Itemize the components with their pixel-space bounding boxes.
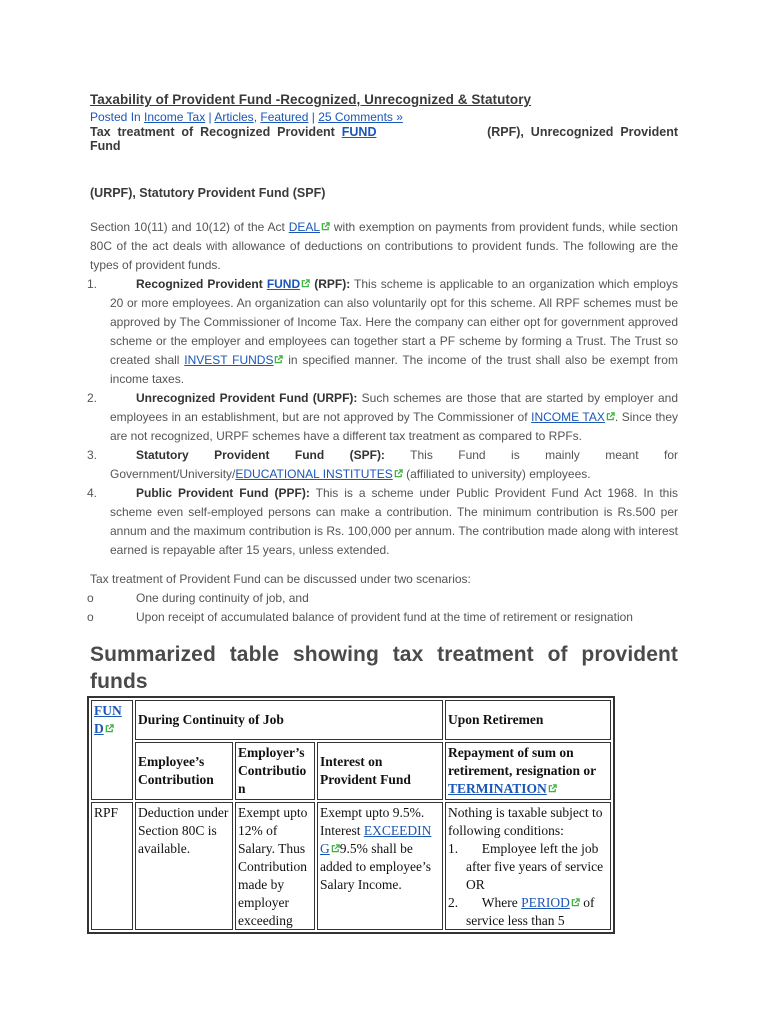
article-title: Taxability of Provident Fund -Recognized, Unrecognized & Statutory: [90, 92, 532, 107]
header-employer-contribution: Employer’s Contributio n: [235, 742, 315, 800]
deal-link[interactable]: DEAL: [288, 220, 321, 234]
list-item: 1. Recognized Provident FUND (RPF): This scheme is applicable to an organization which employs 20 or more employees. An organization can also voluntarily opt for this scheme. All RPF schemes must be approved by The Commissioner of Income Tax. Here the company can either opt for government approved scheme or the employer and employees can together start a PF scheme by forming a Trust. The Trust so created shall INVEST FUNDS in specified manner. The income of the trust shall also be exempt from income taxes.: [87, 277, 678, 386]
header-employee-contribution: Employee’s Contribution: [135, 742, 233, 800]
cell-upon-retirement: Nothing is taxable subject to following conditions: 1. Employee left the job after five years of service OR 2. Where PERIOD of service less than 5: [445, 802, 611, 930]
scenarios-intro: Tax treatment of Provident Fund can be discussed under two scenarios:: [90, 572, 471, 586]
list-item: 4. Public Provident Fund (PPF): This is a scheme under Public Provident Fund Act 1968. In this scheme even self-employed persons can make a contribution. The minimum contribution is Rs.500 per annum and the maximum contribution is Rs. 100,000 per annum. The contribution made along with interest earned is repayable after 15 years, unless extended.: [87, 486, 678, 557]
list-item: 3. Statutory Provident Fund (SPF): This Fund is mainly meant for Government/University/EDUCATIONAL INSTITUTES (affiliated to university) employees.: [87, 448, 678, 481]
external-link-icon: [321, 222, 330, 231]
summary-heading: Summarized table showing tax treatment of provident funds: [90, 643, 678, 693]
header-during-continuity: During Continuity of Job: [135, 700, 443, 740]
cell-employer: Exempt upto 12% of Salary. Thus Contribution made by employer exceeding: [235, 802, 315, 930]
intro-paragraph: Section 10(11) and 10(12) of the Act DEAL with exemption on payments from provident funds, while section 80C of the act deals with allowance of deductions on contributions to provident funds. The following are the types of provident funds.: [90, 220, 678, 272]
invest-funds-link[interactable]: INVEST FUNDS: [184, 353, 274, 367]
header-upon-retirement: Upon Retiremen: [445, 700, 611, 740]
intro-line-1: Tax treatment of Recognized Provident FUND (RPF), Unrecognized Provident Fund: [90, 125, 678, 153]
external-link-icon: [548, 784, 557, 793]
fund-link-rpf[interactable]: FUND: [266, 277, 301, 291]
intro-line-2: (URPF), Statutory Provident Fund (SPF): [90, 186, 326, 200]
exceeding-link[interactable]: EXCEEDIN G: [320, 823, 432, 856]
posted-in-label: Posted In: [90, 110, 141, 124]
termination-link[interactable]: TERMINATION: [448, 781, 547, 796]
cell-employee: Deduction under Section 80C is available.: [135, 802, 233, 930]
external-link-icon: [301, 279, 310, 288]
fund-link[interactable]: FUND: [341, 125, 377, 139]
external-link-icon: [274, 355, 283, 364]
list-item: 2. Unrecognized Provident Fund (URPF): Such schemes are those that are started by employer and employees in an establishment, but are not approved by The Commissioner of INCOME TAX . Since they are not recognized, URPF schemes have a different tax treatment as compared to RPFs.: [87, 391, 678, 443]
educational-institutes-link[interactable]: EDUCATIONAL INSTITUTES: [235, 467, 393, 481]
table-row: [91, 700, 611, 740]
cell-interest: Exempt upto 9.5%. Interest EXCEEDIN G 9.5% shall be added to employee’s Salary Income.: [317, 802, 443, 930]
list-item: o One during continuity of job, and: [87, 591, 309, 605]
table-row: [91, 742, 611, 800]
article: [87, 92, 678, 695]
comments-link[interactable]: 25 Comments »: [318, 110, 403, 124]
header-repayment: Repayment of sum on retirement, resignation or TERMINATION: [445, 742, 611, 800]
external-link-icon: [394, 469, 403, 478]
period-link[interactable]: PERIOD: [521, 895, 570, 910]
list-item: o Upon receipt of accumulated balance of provident fund at the time of retirement or resignation: [87, 610, 633, 624]
scenarios: [87, 570, 678, 627]
table-row: [91, 802, 611, 930]
income-tax-link[interactable]: INCOME TAX: [531, 410, 605, 424]
external-link-icon: [105, 724, 114, 733]
category-link-income-tax[interactable]: Income Tax: [144, 110, 206, 124]
header-fund: [91, 700, 133, 800]
cell-fund: RPF: [91, 802, 133, 930]
provident-fund-types-list: [87, 275, 678, 560]
external-link-icon: [331, 844, 340, 853]
post-meta: Posted In Income Tax | Articles, Featured | 25 Comments »: [90, 110, 403, 124]
category-link-featured[interactable]: Featured: [260, 110, 309, 124]
external-link-icon: [571, 898, 580, 907]
tax-treatment-table: [87, 696, 615, 934]
header-interest: Interest on Provident Fund: [317, 742, 443, 800]
external-link-icon: [606, 412, 615, 421]
fund-table-link[interactable]: FUN D: [94, 703, 122, 736]
category-link-articles[interactable]: Articles: [214, 110, 254, 124]
